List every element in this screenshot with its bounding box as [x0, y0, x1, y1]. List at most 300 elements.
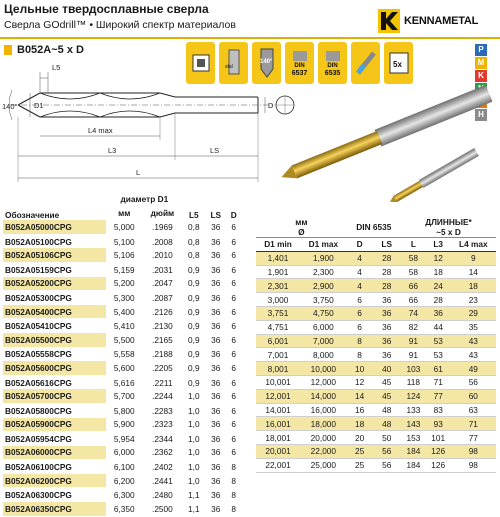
table-cell: 36	[211, 292, 221, 303]
table-cell: 10,001	[265, 377, 291, 388]
table-cell: .2188	[152, 349, 173, 360]
table-cell: 5,410	[113, 321, 135, 332]
table-cell: 63	[468, 404, 478, 415]
col-d1max: D1 max	[308, 239, 339, 250]
table-cell: 66	[408, 294, 418, 305]
table-cell: 77	[468, 432, 478, 443]
table-cell: 36	[205, 361, 226, 375]
table-row	[256, 265, 496, 279]
table-cell: 36	[211, 490, 221, 501]
table-cell: 6	[231, 377, 237, 388]
table-cell: 5,159	[113, 264, 135, 275]
table-cell: 0,9	[183, 277, 206, 291]
table-cell: 6,350	[106, 502, 142, 516]
table-cell: 6	[231, 264, 237, 275]
table-row	[3, 432, 241, 446]
table-cell: .2244	[142, 389, 182, 403]
table-cell: 5,100	[113, 236, 135, 247]
col-lengths-label: ДЛИННЫЕ*	[425, 217, 472, 227]
din-6535-label: DIN	[327, 62, 338, 69]
table-row	[3, 446, 241, 460]
table-cell: 1,0	[183, 446, 206, 460]
table-cell: 25,000	[310, 460, 337, 471]
product-code: B052A05900CPG	[3, 418, 106, 432]
table-cell: 1,1	[188, 490, 200, 501]
table-cell: 103	[406, 363, 421, 374]
table-row	[3, 502, 241, 516]
table-cell: 6,001	[267, 335, 289, 346]
table-cell: 1,0	[183, 389, 206, 403]
table-cell: 10	[354, 363, 365, 374]
table-cell: 36	[382, 349, 392, 360]
length-5xd-icon	[384, 42, 413, 84]
table-cell: .2362	[142, 446, 182, 460]
product-code: B052A05600CPG	[3, 361, 106, 375]
table-cell: 71	[468, 418, 478, 429]
length-label: 5x	[392, 60, 402, 69]
table-cell: 36	[211, 236, 221, 247]
table-cell: 0,8	[183, 248, 206, 262]
table-cell: 6	[231, 433, 237, 444]
table-cell: .2031	[152, 264, 173, 275]
product-code: B052A06000CPG	[3, 446, 106, 460]
table-cell: 36	[382, 308, 392, 319]
product-code: B052A05954CPG	[5, 433, 72, 444]
table-cell: 45	[382, 377, 392, 388]
table-cell: 5,106	[106, 248, 142, 262]
table-cell: 0,9	[188, 321, 200, 332]
table-cell: 36	[211, 433, 221, 444]
material-m-badge: M	[475, 57, 487, 69]
table-row	[256, 279, 496, 293]
table-cell: 36	[205, 474, 226, 488]
table-cell: 6,000	[312, 322, 334, 333]
product-code: B052A06200CPG	[3, 474, 106, 488]
table-row	[3, 474, 241, 488]
table-cell: 36	[205, 220, 226, 234]
table-row	[3, 262, 241, 276]
table-cell: 124	[406, 391, 421, 402]
table-cell: 5,500	[106, 333, 142, 347]
model-name: B052A~5 x D	[17, 44, 84, 56]
table-cell: .2211	[152, 377, 173, 388]
table-cell: 1,900	[312, 253, 334, 264]
table-cell: 74	[408, 308, 418, 319]
table-cell: 24	[433, 280, 443, 291]
table-cell: 56	[382, 446, 392, 457]
l5-dimension: L5	[52, 63, 61, 72]
product-code: B052A05500CPG	[3, 333, 106, 347]
coating-icon	[351, 42, 380, 84]
table-row	[256, 362, 496, 376]
table-cell: 43	[468, 335, 478, 346]
table-cell: 48	[382, 418, 392, 429]
table-cell: 5,800	[113, 405, 135, 416]
product-code: B052A05558CPG	[5, 349, 72, 360]
table-cell: .2402	[152, 462, 173, 473]
table-cell: 98	[468, 446, 478, 457]
table-row	[256, 306, 496, 320]
col-mm: мм	[118, 208, 131, 219]
table-cell: 77	[433, 391, 443, 402]
table-cell: 8	[357, 335, 362, 346]
d-dimension: D	[268, 101, 274, 110]
product-code: B052A05410CPG	[5, 321, 72, 332]
table-row	[256, 458, 496, 472]
table-cell: 4	[357, 253, 362, 264]
table-cell: 2,301	[267, 280, 289, 291]
table-cell: 10,000	[310, 363, 337, 374]
table-row	[256, 293, 496, 307]
table-row	[256, 375, 496, 389]
table-cell: 18,000	[310, 418, 337, 429]
product-code: B052A06300CPG	[5, 490, 72, 501]
table-cell: 20,001	[265, 446, 291, 457]
table-row	[3, 375, 241, 389]
table-cell: 8	[231, 462, 237, 473]
col-diameter: диаметр D1	[120, 194, 169, 205]
col-din: DIN 6535	[356, 222, 392, 232]
table-cell: 25	[354, 460, 365, 471]
table-cell: .2283	[152, 405, 173, 416]
table-cell: 1,0	[183, 418, 206, 432]
table-cell: 35	[468, 322, 478, 333]
table-cell: 7,001	[267, 349, 289, 360]
table-cell: 36	[205, 418, 226, 432]
product-table	[3, 192, 241, 517]
table-cell: 1,0	[188, 462, 200, 473]
table-cell: 7,000	[312, 335, 334, 346]
angle-label: 140°	[259, 59, 272, 65]
table-cell: 28	[382, 280, 392, 291]
table-cell: 53	[433, 349, 443, 360]
table-cell: 8	[226, 502, 241, 516]
material-k-badge: K	[475, 70, 487, 82]
table-cell: 83	[433, 404, 443, 415]
table-row	[256, 403, 496, 417]
table-cell: 14,001	[265, 404, 291, 415]
table-cell: 3,750	[312, 294, 334, 305]
table-cell: 0,9	[188, 377, 200, 388]
header	[0, 0, 500, 38]
table-cell: 1,1	[183, 502, 206, 516]
table-cell: 6	[226, 220, 241, 234]
table-cell: 36	[211, 405, 221, 416]
table-cell: 143	[406, 418, 421, 429]
table-cell: 28	[433, 294, 443, 305]
table-cell: 126	[431, 460, 446, 471]
table-cell: 1,401	[267, 253, 289, 264]
table-cell: .2480	[152, 490, 173, 501]
table-cell: 91	[408, 349, 418, 360]
table-cell: .2087	[152, 292, 173, 303]
table-cell: 5,954	[113, 433, 135, 444]
col-inch: дюйм	[150, 208, 175, 219]
table-row	[3, 333, 241, 347]
material-p-badge: P	[475, 44, 487, 56]
table-cell: 58	[408, 253, 418, 264]
brand-name: KENNAMETAL	[404, 15, 479, 27]
table-row	[3, 389, 241, 403]
table-cell: 36	[433, 308, 443, 319]
table-cell: 16	[354, 404, 365, 415]
table-cell: 118	[406, 377, 420, 388]
table-cell: 126	[431, 446, 446, 457]
table-row	[256, 320, 496, 334]
table-cell: 5,000	[106, 220, 142, 234]
table-cell: 36	[205, 277, 226, 291]
table-cell: .2165	[142, 333, 182, 347]
product-code: B052A06350CPG	[3, 502, 106, 516]
table-cell: 184	[406, 446, 421, 457]
table-cell: 45	[382, 391, 392, 402]
table-cell: 18	[433, 266, 443, 277]
col-phi-label: Ø	[298, 227, 305, 237]
drill-drawing	[0, 60, 305, 190]
angle-dimension: 140°	[2, 102, 18, 111]
table-cell: 82	[408, 322, 418, 333]
l-dimension: L	[136, 168, 141, 177]
table-cell: 12,001	[265, 391, 291, 402]
table-cell: 4	[357, 266, 362, 277]
table-cell: 58	[408, 266, 418, 277]
table-cell: 18	[354, 418, 365, 429]
table-row	[256, 334, 496, 348]
table-cell: 36	[382, 294, 392, 305]
col-lengths-sub: ~5 x D	[436, 227, 461, 237]
material-h-badge: H	[475, 109, 487, 121]
table-cell: 6	[226, 418, 241, 432]
col-l5: L5	[188, 210, 199, 221]
table-row	[3, 418, 241, 432]
table-cell: 2,900	[312, 280, 334, 291]
table-row	[3, 488, 241, 502]
col-l3: L3	[433, 239, 444, 250]
table-cell: 153	[406, 432, 421, 443]
table-cell: .2344	[152, 433, 173, 444]
table-row	[256, 431, 496, 445]
table-cell: 6	[231, 236, 237, 247]
product-table-body	[3, 220, 241, 516]
table-cell: 60	[468, 391, 478, 402]
table-cell: 23	[468, 294, 478, 305]
col-mm-label: мм	[295, 217, 308, 227]
table-cell: 2,300	[312, 266, 334, 277]
table-cell: 91	[408, 335, 418, 346]
table-cell: 36	[205, 248, 226, 262]
table-cell: 36	[211, 349, 221, 360]
table-row	[256, 251, 496, 265]
table-cell: 4,751	[267, 322, 289, 333]
din-6537-number: 6537	[291, 69, 308, 77]
table-cell: 1,0	[183, 474, 206, 488]
product-code: B052A05200CPG	[3, 277, 106, 291]
col-lengths	[401, 217, 496, 238]
table-row	[3, 291, 241, 305]
table-cell: 6	[231, 321, 237, 332]
table-cell: 0,9	[188, 349, 200, 360]
table-cell: 8,000	[312, 349, 334, 360]
kennametal-logo-icon	[378, 9, 400, 33]
col-d1min: D1 min	[264, 239, 292, 250]
table-cell: 0,9	[183, 361, 206, 375]
table-cell: 5,600	[106, 361, 142, 375]
product-code: B052A05100CPG	[5, 236, 72, 247]
table-row	[3, 403, 241, 417]
table-cell: 16,001	[265, 418, 291, 429]
col-diameter-range	[256, 217, 347, 238]
table-cell: 4,750	[312, 308, 334, 319]
table-cell: 1,0	[188, 433, 200, 444]
table-cell: 18,001	[265, 432, 291, 443]
table-cell: 56	[382, 460, 392, 471]
table-cell: 5,616	[113, 377, 135, 388]
d1-dimension: D1	[34, 101, 44, 110]
table-cell: 36	[205, 333, 226, 347]
table-cell: 12,000	[310, 377, 337, 388]
table-cell: 0,9	[183, 305, 206, 319]
product-code: B052A05400CPG	[3, 305, 106, 319]
din-6535-number: 6535	[324, 69, 341, 77]
table-cell: 6	[226, 277, 241, 291]
table-cell: 0,9	[188, 264, 200, 275]
table-cell: 6	[357, 308, 362, 319]
table-cell: 28	[382, 266, 392, 277]
dimension-lines	[9, 72, 265, 182]
table-row	[3, 361, 241, 375]
table-cell: 9	[470, 253, 476, 264]
col-d: D	[230, 210, 237, 221]
table-cell: 0,9	[188, 292, 200, 303]
l4-dimension: L4 max	[88, 126, 113, 135]
table-cell: .2205	[142, 361, 182, 375]
table-cell: 1,0	[188, 405, 200, 416]
table-cell: 56	[468, 377, 478, 388]
table-cell: .2010	[142, 248, 182, 262]
table-cell: 22,000	[310, 446, 337, 457]
table-cell: 4	[357, 280, 362, 291]
model-heading	[4, 44, 84, 56]
table-cell: .2126	[142, 305, 182, 319]
l3-dimension: L3	[108, 146, 117, 155]
table-cell: 6	[226, 248, 241, 262]
table-row	[3, 220, 241, 234]
table-cell: .2441	[142, 474, 182, 488]
table-cell: 36	[205, 305, 226, 319]
header-divider	[0, 37, 500, 39]
table-cell: 18	[468, 280, 478, 291]
table-row	[256, 389, 496, 403]
drill-outline	[10, 93, 275, 117]
din-6537-label: DIN	[294, 62, 305, 69]
table-cell: 8	[231, 490, 237, 501]
page-title: Цельные твердосплавные сверла	[4, 2, 209, 16]
page-subtitle: Сверла GOdrill™ • Широкий спектр материалов	[4, 19, 236, 31]
table-cell: 29	[468, 308, 478, 319]
table-cell: 14	[468, 266, 478, 277]
table-cell: 12	[354, 377, 365, 388]
table-cell: 22,001	[265, 460, 291, 471]
table-cell: .2047	[142, 277, 182, 291]
table-cell: 184	[406, 460, 421, 471]
table-cell: 28	[382, 253, 392, 264]
table-cell: 36	[382, 322, 392, 333]
table-cell: 6	[226, 305, 241, 319]
table-cell: 6	[226, 389, 241, 403]
table-cell: 8,001	[267, 363, 289, 374]
dimensions-table-body	[256, 251, 496, 472]
table-cell: 6	[231, 405, 237, 416]
table-cell: 66	[408, 280, 418, 291]
table-cell: 6	[357, 322, 362, 333]
table-cell: .2500	[142, 502, 182, 516]
table-cell: 5,400	[106, 305, 142, 319]
table-cell: 5,300	[113, 292, 135, 303]
table-cell: 49	[468, 363, 478, 374]
col-designation: Обозначение	[5, 210, 60, 221]
col-d: D	[356, 239, 363, 250]
table-cell: 3,751	[267, 308, 289, 319]
table-cell: 53	[433, 335, 443, 346]
table-cell: 61	[433, 363, 443, 374]
table-cell: 0,9	[183, 333, 206, 347]
table-cell: 6	[357, 294, 362, 305]
table-cell: 48	[382, 404, 392, 415]
table-cell: 25	[354, 446, 365, 457]
product-code: B052A05106CPG	[3, 248, 106, 262]
table-cell: 101	[431, 432, 446, 443]
product-code: B052A06100CPG	[5, 462, 72, 473]
table-cell: 133	[406, 404, 421, 415]
table-cell: 98	[468, 460, 478, 471]
table-cell: 50	[382, 432, 392, 443]
ls-dimension: LS	[210, 146, 220, 155]
table-cell: 3,000	[267, 294, 289, 305]
table-row	[3, 277, 241, 291]
table-row	[3, 460, 241, 474]
table-cell: 6,300	[113, 490, 135, 501]
model-swatch	[4, 45, 12, 55]
table-cell: 16,000	[310, 404, 337, 415]
table-cell: 6	[231, 349, 237, 360]
table-cell: 8	[226, 474, 241, 488]
table-row	[3, 248, 241, 262]
table-row	[256, 348, 496, 362]
table-cell: 6	[226, 361, 241, 375]
table-row	[3, 319, 241, 333]
table-cell: 6	[231, 292, 237, 303]
table-cell: 36	[211, 462, 221, 473]
table-cell: 71	[433, 377, 443, 388]
table-cell: 5,558	[113, 349, 135, 360]
col-l: L	[410, 239, 416, 250]
col-ls: LS	[210, 210, 222, 221]
table-cell: 14,000	[310, 391, 337, 402]
table-cell: 36	[211, 321, 221, 332]
table-cell: 20	[354, 432, 365, 443]
col-ls: LS	[381, 239, 393, 250]
product-code: B052A05616CPG	[5, 377, 72, 388]
table-row	[256, 444, 496, 458]
table-cell: 6	[226, 333, 241, 347]
table-cell: .2130	[152, 321, 173, 332]
product-code: B052A05159CPG	[5, 264, 72, 275]
product-code: B052A05300CPG	[5, 292, 72, 303]
table-cell: 93	[433, 418, 443, 429]
table-cell: 8	[357, 349, 362, 360]
table-cell: 1,901	[267, 266, 289, 277]
dimensions-table	[256, 217, 496, 473]
